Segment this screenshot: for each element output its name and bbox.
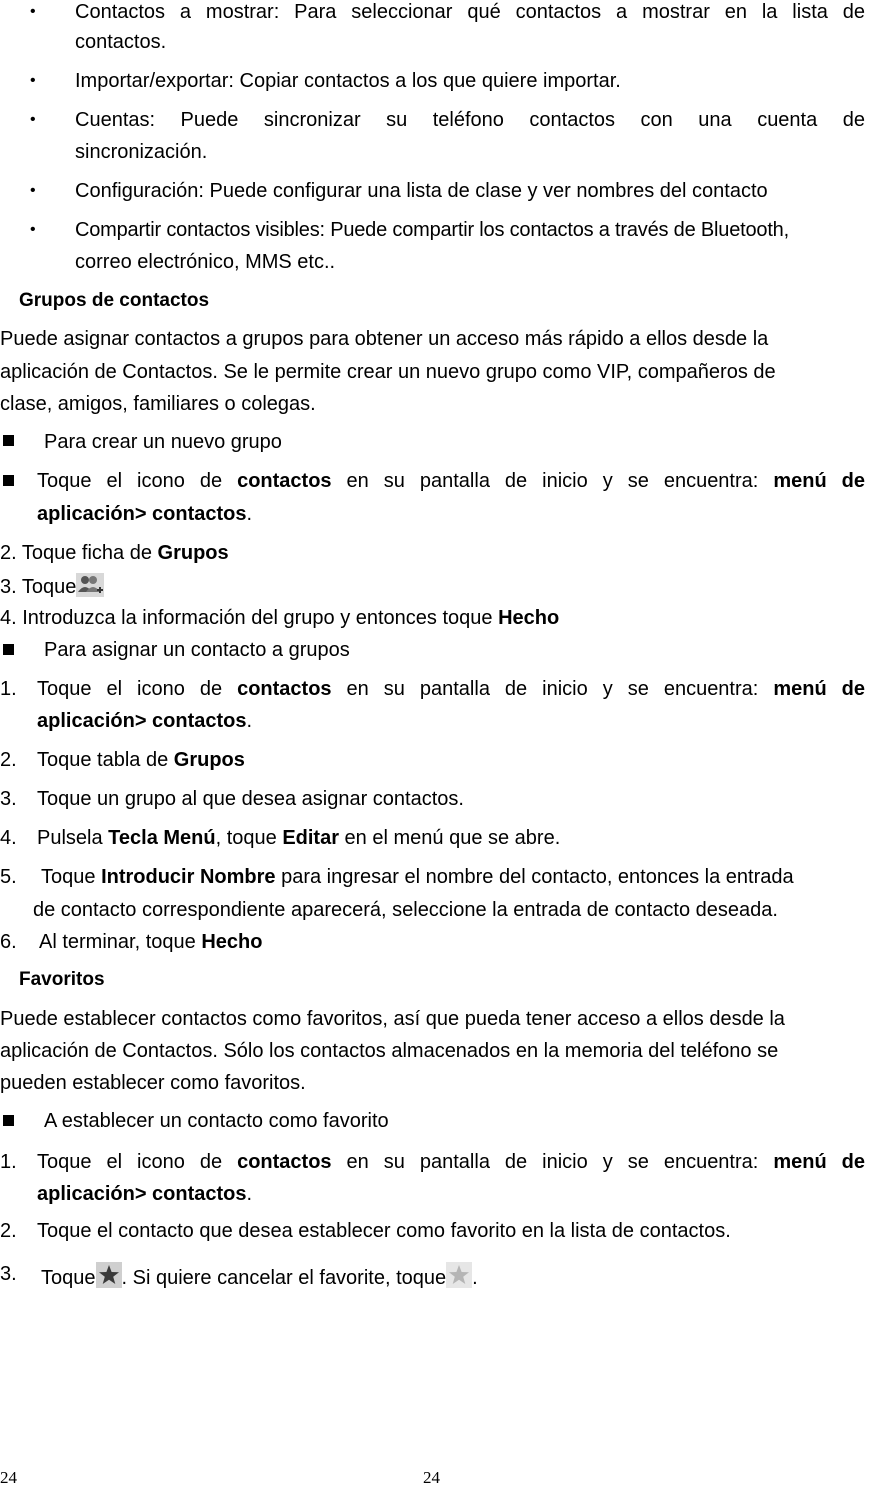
- bullet: •: [30, 3, 36, 20]
- step-number: 3.: [0, 788, 17, 810]
- step-number: 5.: [0, 866, 17, 888]
- bullet-text: contactos.: [75, 31, 167, 53]
- step-number: 1.: [0, 678, 17, 700]
- star-outline-icon: [446, 1262, 472, 1294]
- subheading-set-favorite: A establecer un contacto como favorito: [44, 1110, 389, 1132]
- square-bullet: [3, 1115, 14, 1126]
- subheading-assign-group: Para asignar un contacto a grupos: [44, 639, 350, 661]
- step-line: Toque un grupo al que desea asignar contactos.: [37, 788, 464, 810]
- step-line: Toque el icono de contactos en su pantalla de inicio y se encuentra: menú de: [37, 1151, 865, 1173]
- paragraph-line: aplicación de Contactos. Sólo los contactos almacenados en la memoria del teléfono se: [0, 1040, 779, 1062]
- bullet-text: sincronización.: [75, 141, 208, 163]
- paragraph-line: pueden establecer como favoritos.: [0, 1072, 306, 1094]
- bullet-text: correo electrónico, MMS etc..: [75, 251, 336, 273]
- step-line: Toque . Si quiere cancelar el favorite, toque .: [41, 1262, 478, 1294]
- add-group-icon: [76, 573, 104, 603]
- step-line: aplicación> contactos.: [37, 1183, 253, 1205]
- bullet-text: Importar/exportar: Copiar contactos a los que quiere importar.: [75, 70, 621, 92]
- bullet: •: [30, 72, 36, 89]
- step-line: Toque el icono de contactos en su pantalla de inicio y se encuentra: menú de: [37, 678, 865, 700]
- page-number-left: 24: [0, 1468, 17, 1487]
- section-heading-groups: Grupos de contactos: [19, 290, 210, 311]
- bullet-text: Contactos a mostrar: Para seleccionar qué contactos a mostrar en la lista de: [75, 1, 865, 23]
- paragraph-line: clase, amigos, familiares o colegas.: [0, 393, 316, 415]
- step-number: 4.: [0, 827, 17, 849]
- step-line: 3. Toque: [0, 573, 104, 603]
- step-number: 2.: [0, 1220, 17, 1242]
- step-number: 3.: [0, 1263, 17, 1285]
- bullet: •: [30, 182, 36, 199]
- step-number: 2.: [0, 749, 17, 771]
- square-bullet: [3, 644, 14, 655]
- star-icon: [96, 1262, 122, 1294]
- step-line: Pulsela Tecla Menú, toque Editar en el menú que se abre.: [37, 827, 561, 849]
- section-heading-favorites: Favoritos: [19, 969, 105, 990]
- step-line: Toque el icono de contactos en su pantalla de inicio y se encuentra: menú de: [37, 470, 865, 492]
- step-line: de contacto correspondiente aparecerá, seleccione la entrada de contacto deseada.: [33, 899, 778, 921]
- step-line: 2. Toque ficha de Grupos: [0, 542, 229, 564]
- bullet: •: [30, 221, 36, 238]
- step-line: Toque tabla de Grupos: [37, 749, 245, 771]
- step-line: Toque Introducir Nombre para ingresar el nombre del contacto, entonces la entrada: [41, 866, 794, 888]
- step-line: Toque el contacto que desea establecer como favorito en la lista de contactos.: [37, 1220, 731, 1242]
- paragraph-line: Puede asignar contactos a grupos para obtener un acceso más rápido a ellos desde la: [0, 328, 769, 350]
- bullet-text: Configuración: Puede configurar una lista de clase y ver nombres del contacto: [75, 180, 768, 202]
- square-bullet: [3, 435, 14, 446]
- square-bullet: [3, 475, 14, 486]
- paragraph-line: aplicación de Contactos. Se le permite crear un nuevo grupo como VIP, compañeros de: [0, 361, 776, 383]
- page-number-center: 24: [423, 1468, 440, 1487]
- bullet: •: [30, 111, 36, 128]
- bullet-text: Compartir contactos visibles: Puede compartir los contactos a través de Bluetooth,: [75, 219, 789, 241]
- bullet-text: Cuentas: Puede sincronizar su teléfono contactos con una cuenta de: [75, 109, 865, 131]
- subheading-create-group: Para crear un nuevo grupo: [44, 431, 282, 453]
- step-line: aplicación> contactos.: [37, 710, 253, 732]
- step-line: Al terminar, toque Hecho: [39, 931, 263, 953]
- step-number: 6.: [0, 931, 17, 953]
- step-line: aplicación> contactos.: [37, 503, 253, 525]
- paragraph-line: Puede establecer contactos como favoritos, así que pueda tener acceso a ellos desde la: [0, 1008, 785, 1030]
- step-number: 1.: [0, 1151, 17, 1173]
- step-line: 4. Introduzca la información del grupo y entonces toque Hecho: [0, 607, 560, 629]
